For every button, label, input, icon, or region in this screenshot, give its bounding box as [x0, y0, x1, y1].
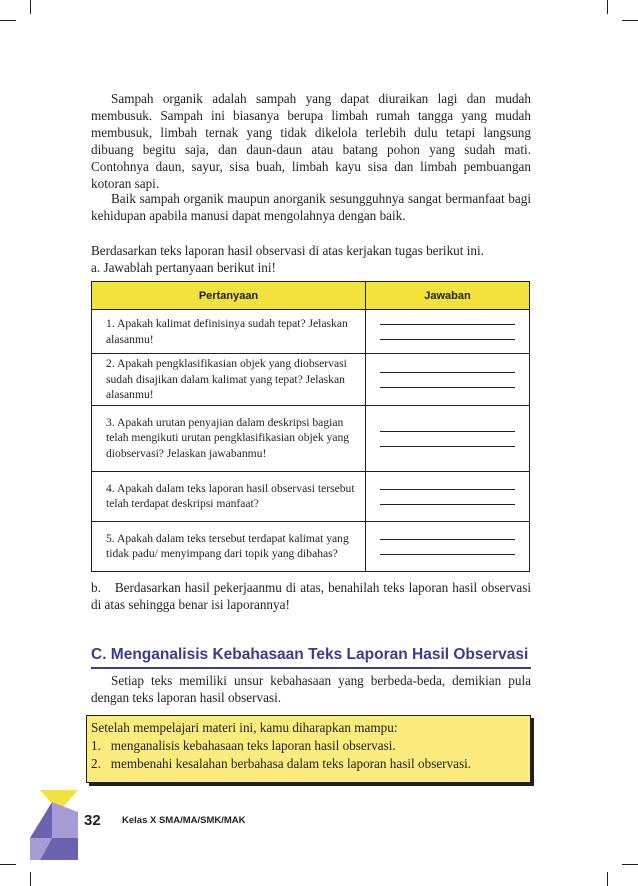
section-heading: C. Menganalisis Kebahasaan Teks Laporan Hasil Observasi [91, 646, 529, 663]
answer-line [380, 553, 515, 555]
answer-line [380, 323, 515, 325]
question-cell: 3. Apakah urutan penyajian dalam deskripsi bagian telah mengikuti urutan pengklasifikasian objek yang diobservasi? Jelaskan jawabanmu! [92, 405, 366, 471]
crop-mark [622, 20, 638, 21]
answer-line [380, 386, 515, 388]
crop-mark [607, 872, 608, 886]
answer-line [380, 430, 515, 432]
answer-cell[interactable] [366, 405, 530, 471]
question-table [91, 281, 530, 572]
answer-cell[interactable] [366, 521, 530, 571]
crop-mark [0, 864, 16, 865]
answer-line [380, 503, 515, 505]
question-cell: 4. Apakah dalam teks laporan hasil observasi tersebut telah terdapat deskripsi manfaat? [92, 471, 366, 521]
column-header-question: Pertanyaan [92, 282, 366, 310]
book-title: Kelas X SMA/MA/SMK/MAK [122, 815, 246, 826]
goal-item: 1. menganalisis kebahasaan teks laporan hasil observasi. [91, 738, 396, 753]
section-intro: Setiap teks memiliki unsur kebahasaan yang berbeda-beda, demikian pula dengan teks laporan hasil observasi. [91, 673, 531, 705]
learning-goals-box [86, 715, 531, 783]
answer-line [380, 371, 515, 373]
crop-mark [30, 0, 31, 14]
answer-cell[interactable] [366, 471, 530, 521]
answer-line [380, 445, 515, 447]
task-instruction: Berdasarkan teks laporan hasil observasi di atas kerjakan tugas berikut ini. [91, 243, 484, 258]
question-cell: 5. Apakah dalam teks tersebut terdapat kalimat yang tidak padu/ menyimpang dari topik yang dibahas? [92, 521, 366, 571]
column-header-answer: Jawaban [366, 282, 530, 310]
table-row [92, 471, 530, 521]
task-a-label: a. Jawablah pertanyaan berikut ini! [91, 260, 276, 275]
heading-divider [91, 667, 531, 669]
paragraph-benefit: Baik sampah organik maupun anorganik sesungguhnya sangat bermanfaat bagi kehidupan apabila manusi dapat mengolahnya dengan baik. [91, 191, 531, 223]
task-b: b. Berdasarkan hasil pekerjaanmu di atas, benahilah teks laporan hasil observasi di atas sehingga benar isi laporannya! [91, 580, 531, 612]
table-row [92, 310, 530, 354]
paragraph-organic-waste: Sampah organik adalah sampah yang dapat diuraikan lagi dan mudah membusuk. Sampah ini biasanya berupa limbah rumah tangga yang mudah membusuk, limbah ternak yang tidak dikelola terlebih dulu tetapi langsung dibuang begitu saja, dan daun-daun atau batang pohon yang sudah mati. Contohnya daun, sayur, sisa buah, limbah kayu sisa dan limbah pembuangan kotoran sapi. [91, 91, 531, 191]
answer-line [380, 488, 515, 490]
decor-shape [52, 802, 78, 838]
answer-cell[interactable] [366, 310, 530, 354]
decor-triangle [30, 802, 52, 838]
goal-item: 2. membenahi kesalahan berbahasa dalam teks laporan hasil observasi. [91, 756, 472, 771]
answer-line [380, 338, 515, 340]
table-row [92, 354, 530, 406]
goals-lead: Setelah mempelajari materi ini, kamu diharapkan mampu: [91, 720, 398, 735]
crop-mark [0, 20, 16, 21]
table-row [92, 521, 530, 571]
crop-mark [607, 0, 608, 14]
question-cell: 1. Apakah kalimat definisinya sudah tepat? Jelaskan alasanmu! [92, 310, 366, 354]
table-row [92, 405, 530, 471]
page-number: 32 [84, 812, 101, 829]
answer-cell[interactable] [366, 354, 530, 406]
question-cell: 2. Apakah pengklasifikasian objek yang diobservasi sudah disajikan dalam kalimat yang tepat? Jelaskan alasanmu! [92, 354, 366, 406]
answer-line [380, 538, 515, 540]
crop-mark [622, 864, 638, 865]
crop-mark [30, 872, 31, 886]
decorative-triangles [30, 790, 120, 860]
